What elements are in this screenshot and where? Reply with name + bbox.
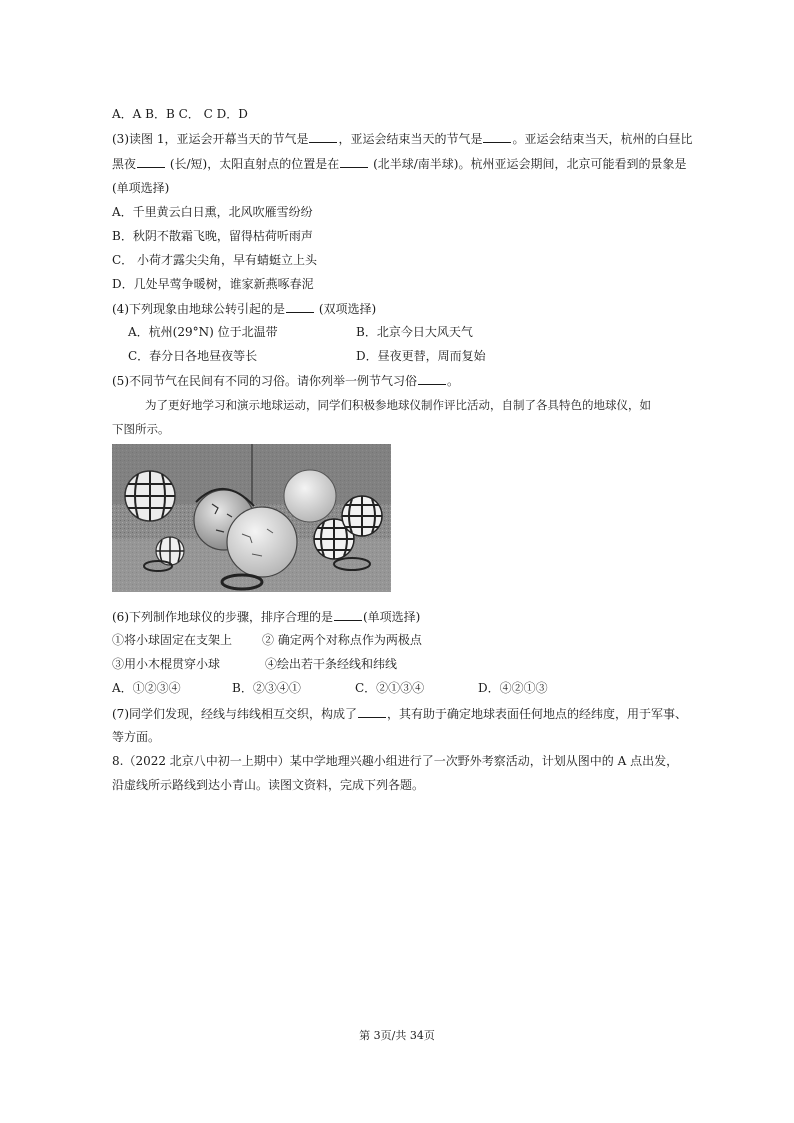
q3-option-d: D．几处早莺争暖树，谁家新燕啄春泥 [112,277,314,291]
q3-blank-4 [340,155,368,168]
globe-models-photo [112,444,391,592]
q6-step-1: ①将小球固定在支架上 [112,633,233,647]
q7-blank [358,705,386,718]
q4-text-b: (双项选择) [315,302,377,316]
q3-text-e: (长/短)，太阳直射点的位置是在 [166,157,340,171]
q6-step-4: ④绘出若干条经线和纬线 [265,657,398,671]
q4-option-c: C．春分日各地昼夜等长 [128,349,258,363]
question-6 [112,608,420,625]
q3-text-a: (3)读图 1，亚运会开幕当天的节气是 [112,132,309,146]
q6-step-3: ③用小木棍贯穿小球 [112,657,221,671]
question-3-line-2 [112,155,686,172]
question-4 [112,300,376,317]
q6-text-b: (单项选择) [363,610,421,624]
question-8-line-2: 沿虚线所示路线到达小青山。读图文资料，完成下列各题。 [112,778,425,792]
intro-paragraph-line-1: 为了更好地学习和演示地球运动，同学们积极参地球仪制作评比活动，自制了各具特色的地球仪，如 [145,398,651,412]
grid-globe-left [125,471,175,521]
q6-step-2: ② 确定两个对称点作为两极点 [262,633,422,647]
q4-option-a: A．杭州(29°N) 位于北温带 [128,325,278,339]
q5-blank [418,372,446,385]
globe-photo-drawing [112,444,391,592]
q5-text-a: (5)不同节气在民间有不同的习俗。请你列举一例节气习俗 [112,374,418,388]
q6-option-a: A．①②③④ [112,681,181,695]
q4-text-a: (4)下列现象由地球公转引起的是 [112,302,285,316]
q6-option-b: B．②③④① [232,681,301,695]
q3-option-c: C． 小荷才露尖尖角，早有蜻蜓立上头 [112,253,317,267]
intro-paragraph-line-2: 下图所示。 [112,422,170,436]
q3-option-b: B．秋阴不散霜飞晚，留得枯荷听雨声 [112,229,313,243]
q4-blank [286,300,314,313]
q6-text-a: (6)下列制作地球仪的步骤，排序合理的是 [112,610,333,624]
question-5 [112,372,459,389]
q3-option-a: A．千里黄云白日熏，北风吹雁雪纷纷 [112,205,313,219]
q4-option-b: B．北京今日大风天气 [356,325,473,339]
q4-option-d: D．昼夜更替，周而复始 [356,349,486,363]
answer-options-line: A．A B．B C． C D．D [112,107,248,121]
q7-text-a: (7)同学们发现，经线与纬线相互交织，构成了 [112,707,357,721]
q3-text-b: ，亚运会结束当天的节气是 [338,132,483,146]
q5-text-b: 。 [447,374,460,388]
page-footer: 第 3页/共 34页 [359,1029,435,1042]
q3-text-d: 黑夜 [112,157,137,171]
q7-text-b: ，其有助于确定地球表面任何地点的经纬度，用于军事、 [387,707,688,721]
large-globe-front [227,507,297,577]
question-7-line-1 [112,705,687,722]
q3-text-f: (北半球/南半球)。杭州亚运会期间，北京可能看到的景象是 [369,157,687,171]
q3-blank-2 [483,130,511,143]
q6-option-c: C．②①③④ [355,681,425,695]
q3-blank-1 [309,130,337,143]
question-7-line-2: 等方面。 [112,730,161,744]
question-8-line-1: 8.（2022 北京八中初一上期中）某中学地理兴趣小组进行了一次野外考察活动，计划从图中的 A 点出发， [112,754,679,768]
white-globe-top [284,470,336,522]
question-3-line-1 [112,130,692,147]
question-3-line-3: (单项选择) [112,181,170,195]
q3-text-c: 。亚运会结束当天，杭州的白昼比 [512,132,693,146]
q6-option-d: D．④②①③ [478,681,548,695]
q6-blank [334,608,362,621]
grid-globe-far-right [342,496,382,536]
q3-blank-3 [137,155,165,168]
